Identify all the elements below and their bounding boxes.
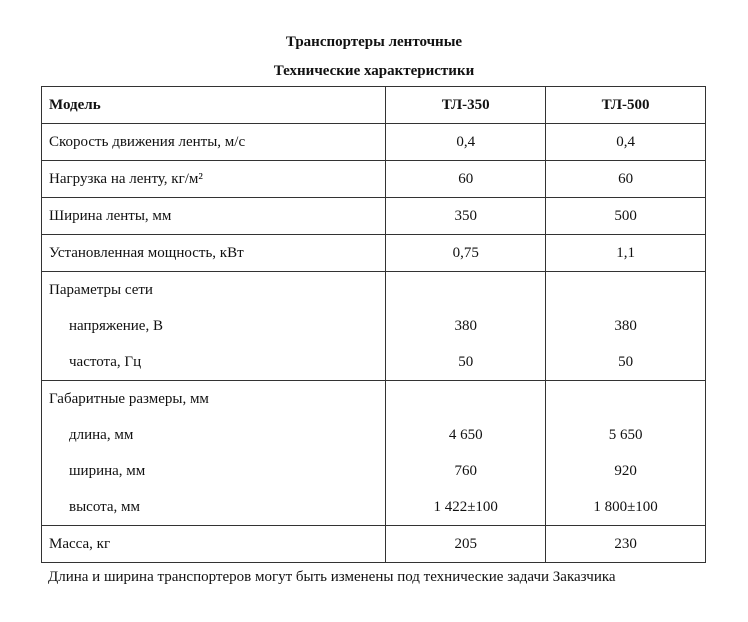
row-label-height: высота, мм (69, 499, 141, 515)
table-row-network (42, 272, 706, 381)
row-label-dimensions: Габаритные размеры, мм (49, 391, 209, 407)
row-label-mass: Масса, кг (49, 536, 111, 552)
row-label-belt-width: Ширина ленты, мм (49, 208, 172, 224)
cell-frequency-tl500: 50 (618, 354, 634, 370)
header-model-label: Модель (49, 97, 101, 113)
table-row-power (42, 235, 706, 272)
table-header-row (42, 87, 706, 124)
cell-length-tl500: 5 650 (608, 427, 643, 443)
cell-height-tl350: 1 422±100 (433, 499, 498, 515)
cell-load-tl350: 60 (458, 171, 474, 187)
spec-table (41, 86, 706, 563)
document-title: Транспортеры ленточные (285, 34, 463, 50)
cell-mass-tl500: 230 (614, 536, 637, 552)
cell-speed-tl500: 0,4 (616, 134, 635, 150)
cell-voltage-tl500: 380 (614, 318, 637, 334)
cell-frequency-tl350: 50 (458, 354, 474, 370)
table-row-dimensions (42, 381, 706, 526)
table-row-mass (42, 526, 706, 563)
cell-load-tl500: 60 (618, 171, 634, 187)
document-subtitle: Технические характеристики (273, 63, 475, 79)
cell-overall-width-tl350: 760 (454, 463, 477, 479)
header-tl350: ТЛ-350 (441, 97, 490, 113)
header-tl500: ТЛ-500 (601, 97, 650, 113)
row-label-network: Параметры сети (49, 282, 153, 298)
table-row-load (42, 161, 706, 198)
cell-power-tl350: 0,75 (452, 245, 479, 261)
row-label-frequency: частота, Гц (69, 354, 142, 370)
footnote: Длина и ширина транспортеров могут быть изменены под технические задачи Заказчика (48, 569, 616, 585)
cell-voltage-tl350: 380 (454, 318, 477, 334)
table-row-speed (42, 124, 706, 161)
row-label-voltage: напряжение, В (69, 318, 163, 334)
row-label-overall-width: ширина, мм (69, 463, 146, 479)
cell-power-tl500: 1,1 (616, 245, 635, 261)
cell-length-tl350: 4 650 (448, 427, 483, 443)
cell-overall-width-tl500: 920 (614, 463, 637, 479)
cell-belt-width-tl500: 500 (614, 208, 637, 224)
cell-mass-tl350: 205 (454, 536, 477, 552)
row-label-length: длина, мм (69, 427, 134, 443)
cell-belt-width-tl350: 350 (454, 208, 477, 224)
cell-height-tl500: 1 800±100 (593, 499, 658, 515)
table-row-belt-width (42, 198, 706, 235)
row-label-load: Нагрузка на ленту, кг/м² (49, 171, 203, 187)
cell-speed-tl350: 0,4 (456, 134, 476, 150)
row-label-speed: Скорость движения ленты, м/с (49, 134, 246, 150)
row-label-power: Установленная мощность, кВт (49, 245, 244, 261)
